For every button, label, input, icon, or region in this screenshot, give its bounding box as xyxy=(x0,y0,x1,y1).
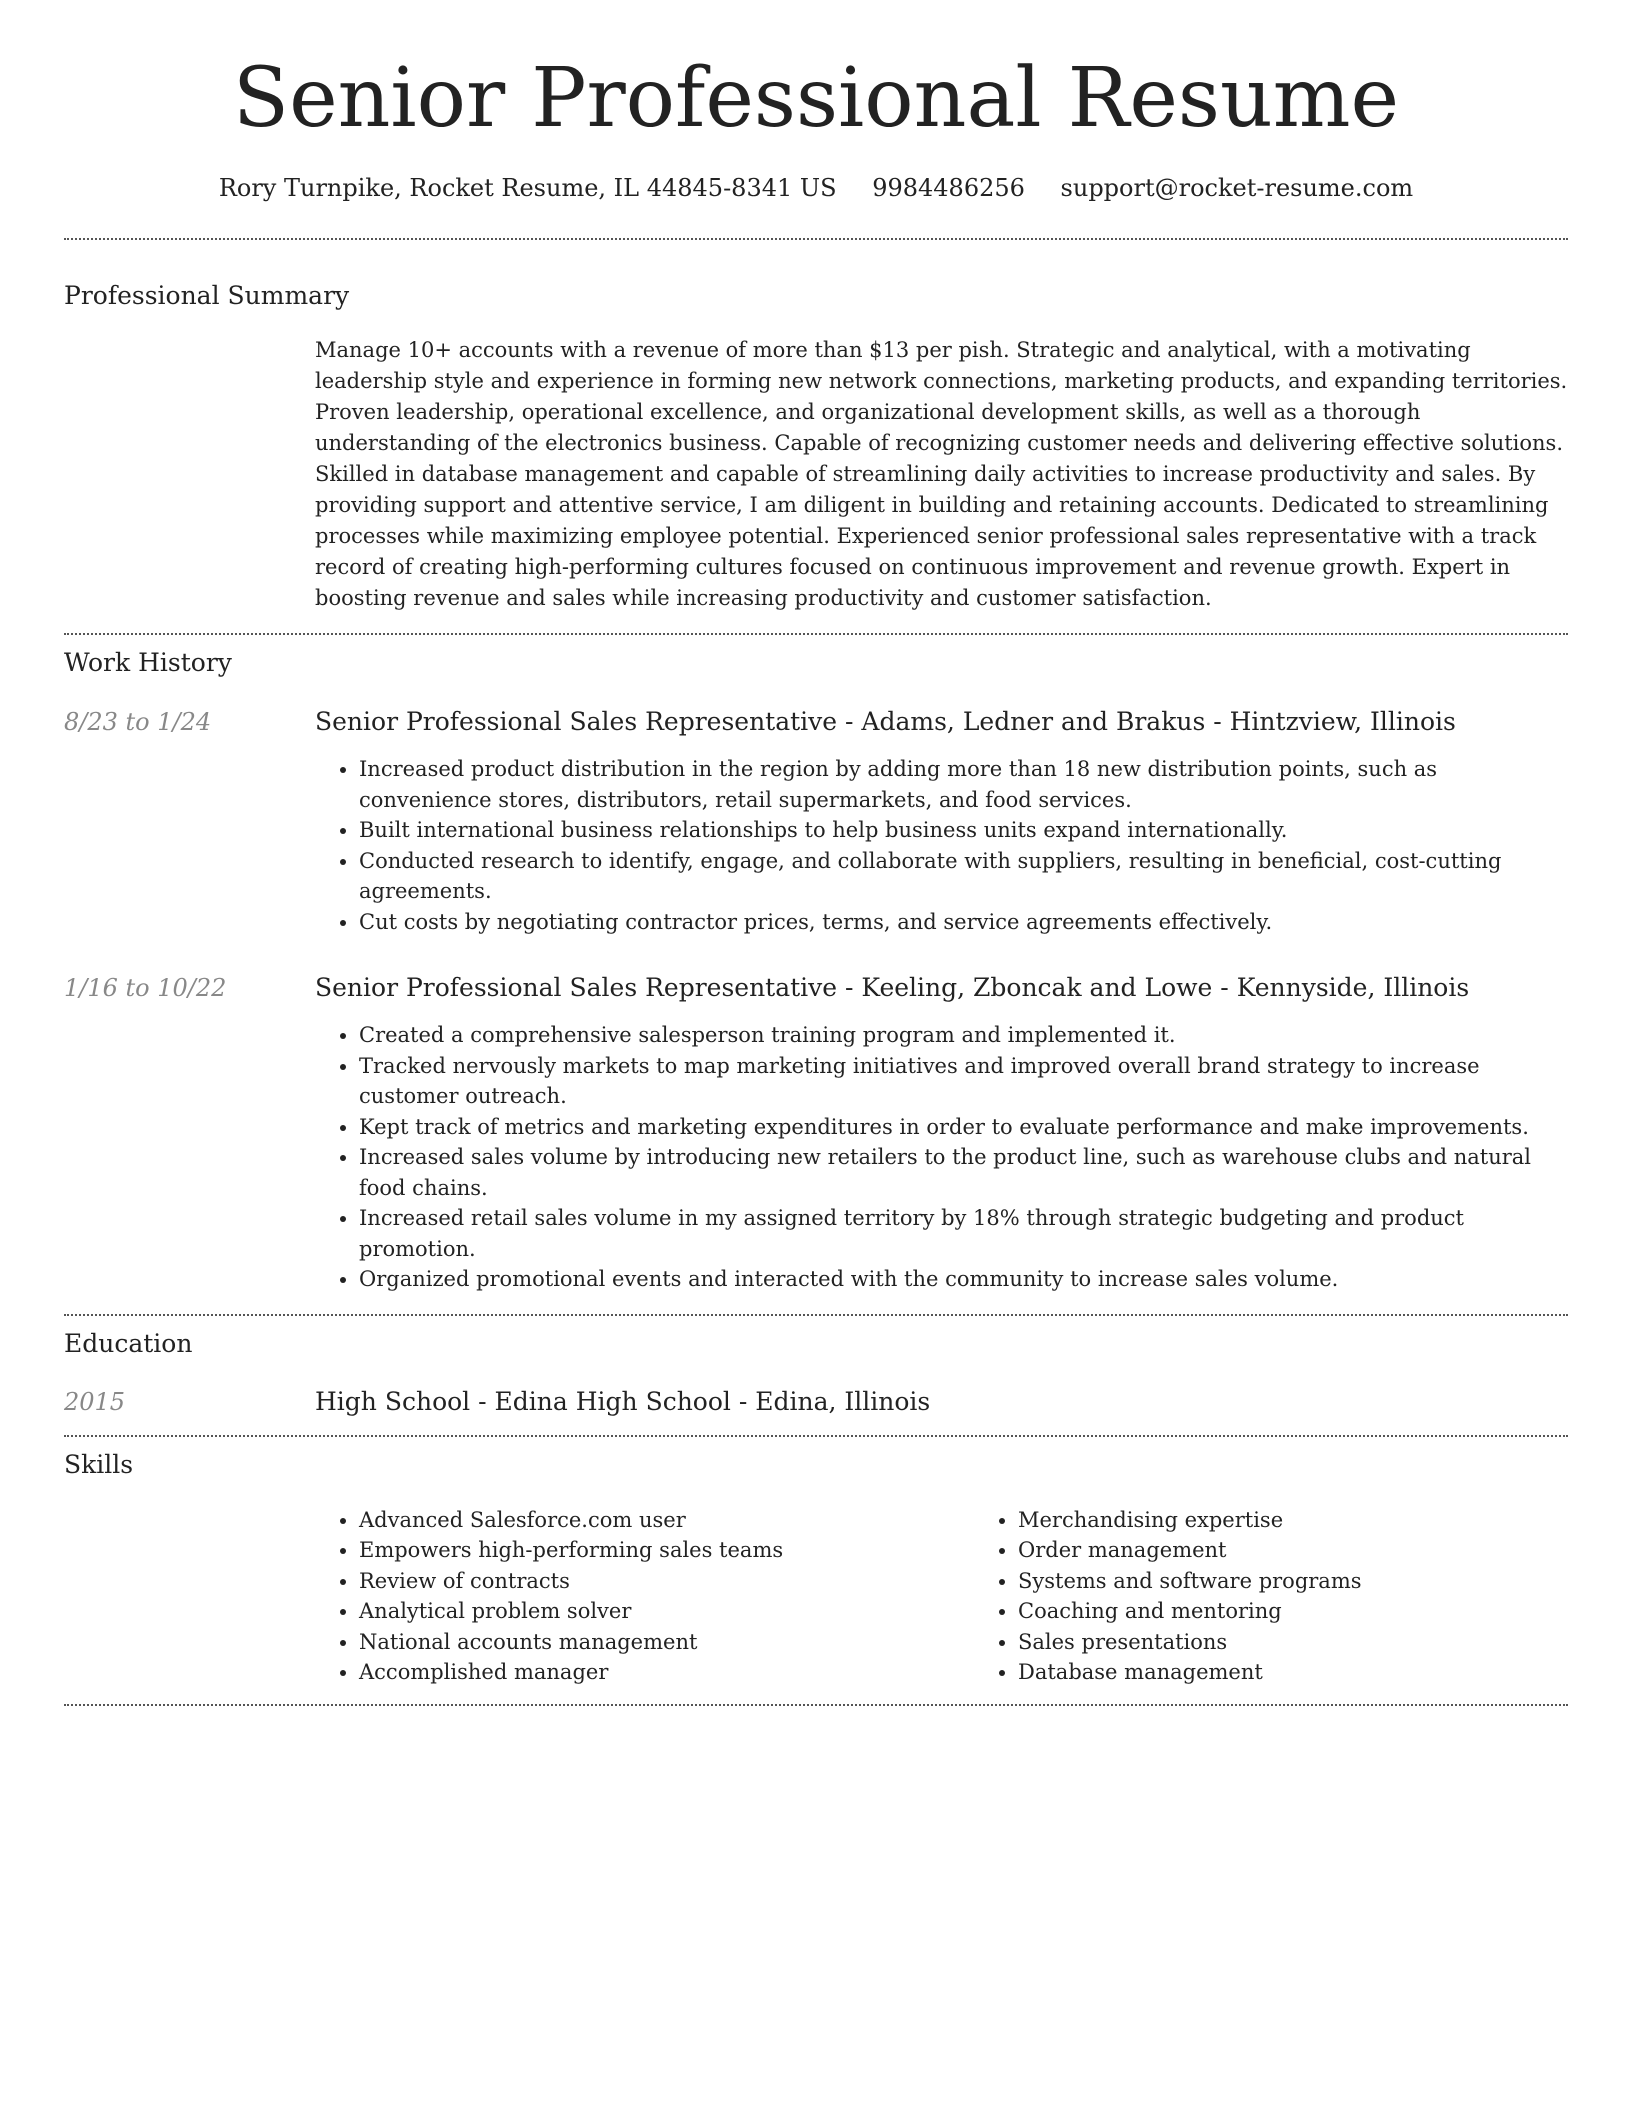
skill-item: • Order management xyxy=(1018,1535,1632,1566)
education-entry xyxy=(64,1386,1568,1418)
skill-item: • Empowers high-performing sales teams xyxy=(359,1535,974,1566)
skill-item: • Analytical problem solver xyxy=(359,1596,974,1627)
education-heading: Education xyxy=(64,1328,193,1358)
job-bullet: • Built international business relationships to help business units expand internationally. xyxy=(359,815,1568,846)
skill-item: • Advanced Salesforce.com user xyxy=(359,1505,974,1536)
education-year: 2015 xyxy=(64,1387,126,1416)
job-bullets xyxy=(315,754,1568,937)
education-title: High School - Edina High School - Edina, Illinois xyxy=(315,1386,931,1416)
skill-item: • Database management xyxy=(1018,1657,1632,1688)
contact-email: support@rocket-resume.com xyxy=(1060,174,1414,202)
skill-item: • National accounts management xyxy=(359,1627,974,1658)
job-bullet: • Organized promotional events and interacted with the community to increase sales volume. xyxy=(359,1264,1568,1295)
resume-page xyxy=(64,0,1568,1706)
resume-title: Senior Professional Resume xyxy=(232,51,1400,146)
job-dates: 8/23 to 1/24 xyxy=(64,708,212,736)
skill-item: • Merchandising expertise xyxy=(1018,1505,1632,1536)
divider xyxy=(64,633,1568,635)
skills-list-left xyxy=(315,1505,974,1688)
job-bullet: • Created a comprehensive salesperson training program and implemented it. xyxy=(359,1020,1568,1051)
job-entry xyxy=(64,972,1568,1004)
skill-item: • Systems and software programs xyxy=(1018,1566,1632,1597)
job-bullet: • Cut costs by negotiating contractor prices, terms, and service agreements effectively. xyxy=(359,907,1568,938)
skills-grid xyxy=(315,1505,1632,1688)
job-bullet: • Increased retail sales volume in my assigned territory by 18% through strategic budgeting and product promotion. xyxy=(359,1203,1568,1264)
skill-item: • Sales presentations xyxy=(1018,1627,1632,1658)
job-bullets xyxy=(315,1020,1568,1295)
skills-list-right xyxy=(974,1505,1632,1688)
divider xyxy=(64,238,1568,240)
skill-item: • Coaching and mentoring xyxy=(1018,1596,1632,1627)
summary-row xyxy=(64,335,1568,614)
job-bullets-row xyxy=(64,1020,1568,1295)
divider xyxy=(64,1314,1568,1316)
job-title: Senior Professional Sales Representative - Adams, Ledner and Brakus - Hintzview, Illinois xyxy=(315,707,1456,736)
summary-text: Manage 10+ accounts with a revenue of more than $13 per pish. Strategic and analytical, with a motivating leadership style and experience in forming new network connections, marketing products, and expanding territories. Proven leadership, operational excellence, and organizational development skills, as well as a thorough understanding of the electronics business. Capable of recognizing customer needs and delivering effective solutions. Skilled in database management and capable of streamlining daily activities to increase productivity and sales. By providing support and attentive service, I am diligent in building and retaining accounts. Dedicated to streamlining processes while maximizing employee potential. Experienced senior professional sales representative with a track record of creating high-performing cultures focused on continuous improvement and revenue growth. Expert in boosting revenue and sales while increasing productivity and customer satisfaction. xyxy=(315,338,1568,610)
job-bullet: • Increased product distribution in the region by adding more than 18 new distribution points, such as convenience stores, distributors, retail supermarkets, and food services. xyxy=(359,754,1568,815)
divider xyxy=(64,1435,1568,1437)
job-bullet: • Increased sales volume by introducing new retailers to the product line, such as warehouse clubs and natural food chains. xyxy=(359,1142,1568,1203)
job-bullets-row xyxy=(64,754,1568,937)
contact-address: Rory Turnpike, Rocket Resume, IL 44845-8341 US xyxy=(218,174,837,202)
summary-heading: Professional Summary xyxy=(64,281,350,310)
job-dates: 1/16 to 10/22 xyxy=(64,974,227,1002)
skills-heading: Skills xyxy=(64,1449,134,1479)
job-title: Senior Professional Sales Representative - Keeling, Zboncak and Lowe - Kennyside, Illinois xyxy=(315,973,1470,1002)
contact-phone: 9984486256 xyxy=(872,174,1025,202)
job-entry xyxy=(64,706,1568,738)
skill-item: • Review of contracts xyxy=(359,1566,974,1597)
divider xyxy=(64,1704,1568,1706)
work-history-heading: Work History xyxy=(64,648,232,677)
skills-row xyxy=(64,1505,1568,1688)
job-bullet: • Kept track of metrics and marketing expenditures in order to evaluate performance and make improvements. xyxy=(359,1112,1568,1143)
contact-line xyxy=(64,172,1568,204)
job-bullet: • Tracked nervously markets to map marketing initiatives and improved overall brand strategy to increase customer outreach. xyxy=(359,1051,1568,1112)
job-bullet: • Conducted research to identify, engage, and collaborate with suppliers, resulting in beneficial, cost-cutting agreements. xyxy=(359,846,1568,907)
skill-item: • Accomplished manager xyxy=(359,1657,974,1688)
